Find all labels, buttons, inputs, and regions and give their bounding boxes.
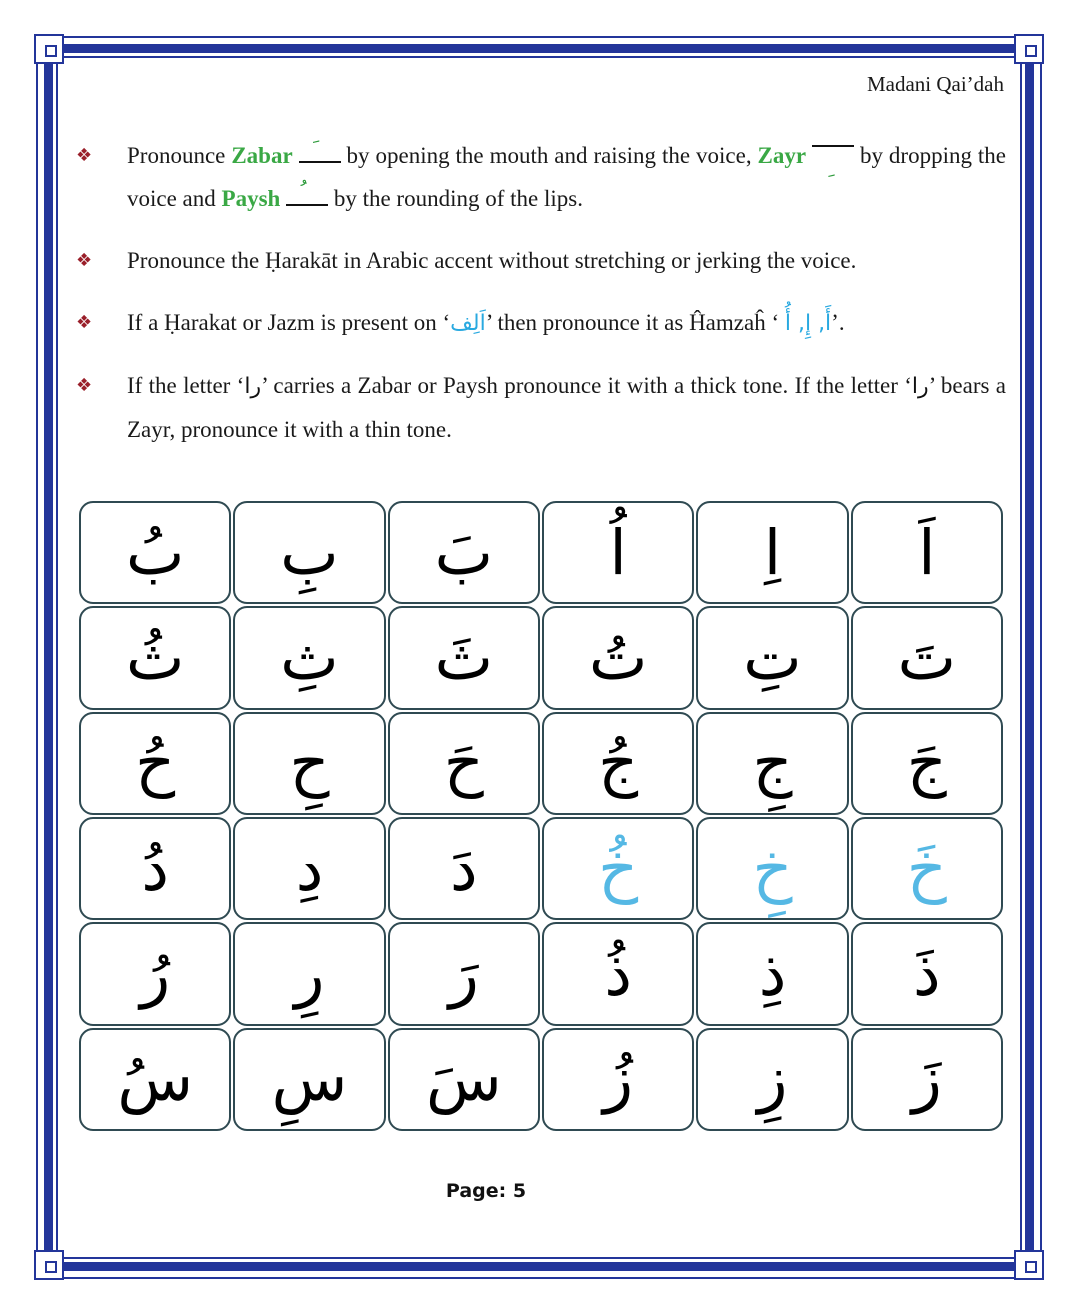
letter-base: ر [448, 936, 479, 1010]
note-text: If the letter ‘ [127, 373, 245, 398]
letter-glyph [289, 726, 330, 800]
instruction-item [76, 134, 1006, 220]
letter-base: ح [289, 726, 330, 800]
letter-glyph [135, 726, 176, 800]
frame-corner-ornament [1014, 1250, 1044, 1280]
letter-glyph [598, 726, 639, 800]
zabar-mark-sample [299, 145, 341, 163]
letter-cell [542, 1028, 694, 1131]
letter-base: خ [752, 831, 793, 905]
letter-glyph [763, 515, 782, 589]
zayr-mark-sample [812, 143, 854, 163]
letter-base: ت [743, 620, 802, 694]
zayr-term: Zayr [757, 143, 807, 168]
letter-cell [233, 606, 385, 709]
letter-base: د [450, 831, 478, 905]
letter-glyph [752, 831, 793, 905]
frame-corner-ornament [1014, 34, 1044, 64]
letter-glyph [918, 515, 936, 589]
note-text: ’ bears a Zayr, pronounce it with a thin tone. [127, 373, 1006, 442]
diamond-bullet-icon: ❖ [76, 250, 93, 271]
letter-cell [79, 501, 231, 604]
letter-base: ا [763, 515, 782, 589]
letter-base: ث [434, 620, 493, 694]
hamzah-forms: أَ, إِ, أُ [784, 311, 832, 336]
letter-cell [542, 922, 694, 1025]
letter-glyph [752, 726, 793, 800]
note-text: ’ then pronounce it as Ĥamzaĥ ‘ [485, 310, 785, 335]
letter-glyph [906, 831, 947, 905]
letter-cell [696, 922, 848, 1025]
letter-base: ذ [758, 936, 787, 1010]
letter-cell [851, 712, 1003, 815]
instruction-item [76, 364, 1006, 451]
letter-glyph [758, 936, 787, 1010]
letter-glyph [603, 1042, 634, 1116]
letter-glyph [604, 936, 632, 1010]
letter-cell [233, 817, 385, 920]
letter-glyph [450, 831, 478, 905]
letter-cell [696, 1028, 848, 1131]
letter-cell [542, 501, 694, 604]
letter-base: ز [603, 1042, 634, 1116]
letter-glyph [897, 620, 956, 694]
letter-glyph [906, 726, 947, 800]
letter-glyph [757, 1042, 788, 1116]
letter-cell [542, 712, 694, 815]
letter-base: ح [135, 726, 176, 800]
letter-cell [233, 712, 385, 815]
letter-glyph [434, 620, 493, 694]
instruction-list [76, 134, 1006, 470]
letter-glyph [743, 620, 802, 694]
letter-glyph [425, 1042, 502, 1116]
letter-glyph [280, 620, 339, 694]
letter-cell [79, 1028, 231, 1131]
letter-base: ث [280, 620, 339, 694]
zabar-term: Zabar [231, 143, 293, 168]
diamond-bullet-icon: ❖ [76, 145, 93, 166]
letter-base: س [117, 1042, 193, 1116]
letter-glyph [141, 831, 169, 905]
letter-base: خ [598, 831, 639, 905]
book-title: Madani Qai’dah [866, 72, 1004, 96]
letter-base: س [271, 1042, 348, 1116]
letter-cell [851, 817, 1003, 920]
letter-cell [233, 501, 385, 604]
letter-cell [388, 922, 540, 1025]
letter-cell [696, 712, 848, 815]
letter-cell [388, 1028, 540, 1131]
letter-cell [696, 501, 848, 604]
letter-cell [79, 712, 231, 815]
note-text: Pronounce the Ḥarakāt in Arabic accent without stretching or jerking the voice. [127, 248, 857, 273]
letter-glyph [117, 1042, 193, 1116]
letter-glyph [911, 1042, 942, 1116]
letter-grid [78, 500, 1004, 1132]
letter-glyph [271, 1042, 348, 1116]
letter-cell [388, 501, 540, 604]
note-text: ’ carries a Zabar or Paysh pronounce it with a thick tone. If the letter ‘ [261, 373, 912, 398]
letter-glyph [280, 515, 339, 589]
diamond-bullet-icon: ❖ [76, 312, 93, 333]
letter-cell [851, 1028, 1003, 1131]
letter-base: ب [434, 515, 493, 589]
letter-base: ذ [913, 936, 941, 1010]
instruction-item [76, 301, 1006, 345]
frame-corner-ornament [34, 1250, 64, 1280]
letter-cell [851, 606, 1003, 709]
letter-glyph [598, 831, 639, 905]
letter-base: ذ [604, 936, 632, 1010]
letter-base: ب [125, 515, 185, 589]
letter-base: د [141, 831, 169, 905]
letter-cell [79, 817, 231, 920]
letter-glyph [125, 515, 185, 589]
note-text: by opening the mouth and raising the voice, [340, 143, 758, 168]
paysh-mark-sample [286, 188, 328, 206]
letter-glyph [294, 936, 325, 1010]
letter-base: ا [918, 515, 936, 589]
letter-cell [851, 922, 1003, 1025]
letter-glyph [125, 620, 185, 694]
note-text: ’. [831, 310, 845, 335]
letter-glyph [443, 726, 484, 800]
alif-word: اَلِف [450, 311, 486, 336]
letter-base: ح [443, 726, 484, 800]
letter-cell [388, 606, 540, 709]
letter-base: ز [911, 1042, 942, 1116]
letter-cell [233, 922, 385, 1025]
letter-cell [696, 817, 848, 920]
letter-cell [851, 501, 1003, 604]
letter-base: د [295, 831, 324, 905]
ra-letter: را [911, 374, 929, 399]
letter-base: ا [609, 515, 627, 589]
letter-base: ر [140, 936, 171, 1010]
letter-base: ر [294, 936, 325, 1010]
letter-cell [696, 606, 848, 709]
note-text: Pronounce [127, 143, 232, 168]
note-text: by dropping the voice and [127, 143, 1007, 211]
letter-base: ت [588, 620, 648, 694]
letter-cell [79, 606, 231, 709]
letter-glyph [913, 936, 941, 1010]
letter-base: ج [906, 726, 947, 800]
letter-cell [388, 712, 540, 815]
letter-cell [79, 922, 231, 1025]
letter-glyph [588, 620, 648, 694]
letter-glyph [609, 515, 627, 589]
letter-base: ب [280, 515, 339, 589]
note-text: by the rounding of the lips. [328, 186, 583, 211]
page-number: Page: 5 [445, 1180, 527, 1202]
letter-base: خ [906, 831, 947, 905]
paysh-term: Paysh [221, 186, 281, 211]
instruction-item [76, 239, 1006, 282]
letter-base: ث [125, 620, 185, 694]
note-text: If a Ḥarakat or Jazm is present on ‘ [127, 310, 451, 335]
letter-base: س [425, 1042, 502, 1116]
letter-base: ز [757, 1042, 788, 1116]
letter-glyph [434, 515, 493, 589]
frame-corner-ornament [34, 34, 64, 64]
letter-cell [388, 817, 540, 920]
ra-letter: را [244, 374, 262, 399]
letter-base: ت [897, 620, 956, 694]
letter-cell [542, 606, 694, 709]
letter-base: ج [752, 726, 793, 800]
diamond-bullet-icon: ❖ [76, 375, 93, 396]
letter-glyph [448, 936, 479, 1010]
letter-base: ج [598, 726, 639, 800]
letter-glyph [295, 831, 324, 905]
letter-cell [233, 1028, 385, 1131]
letter-cell [542, 817, 694, 920]
letter-glyph [140, 936, 171, 1010]
